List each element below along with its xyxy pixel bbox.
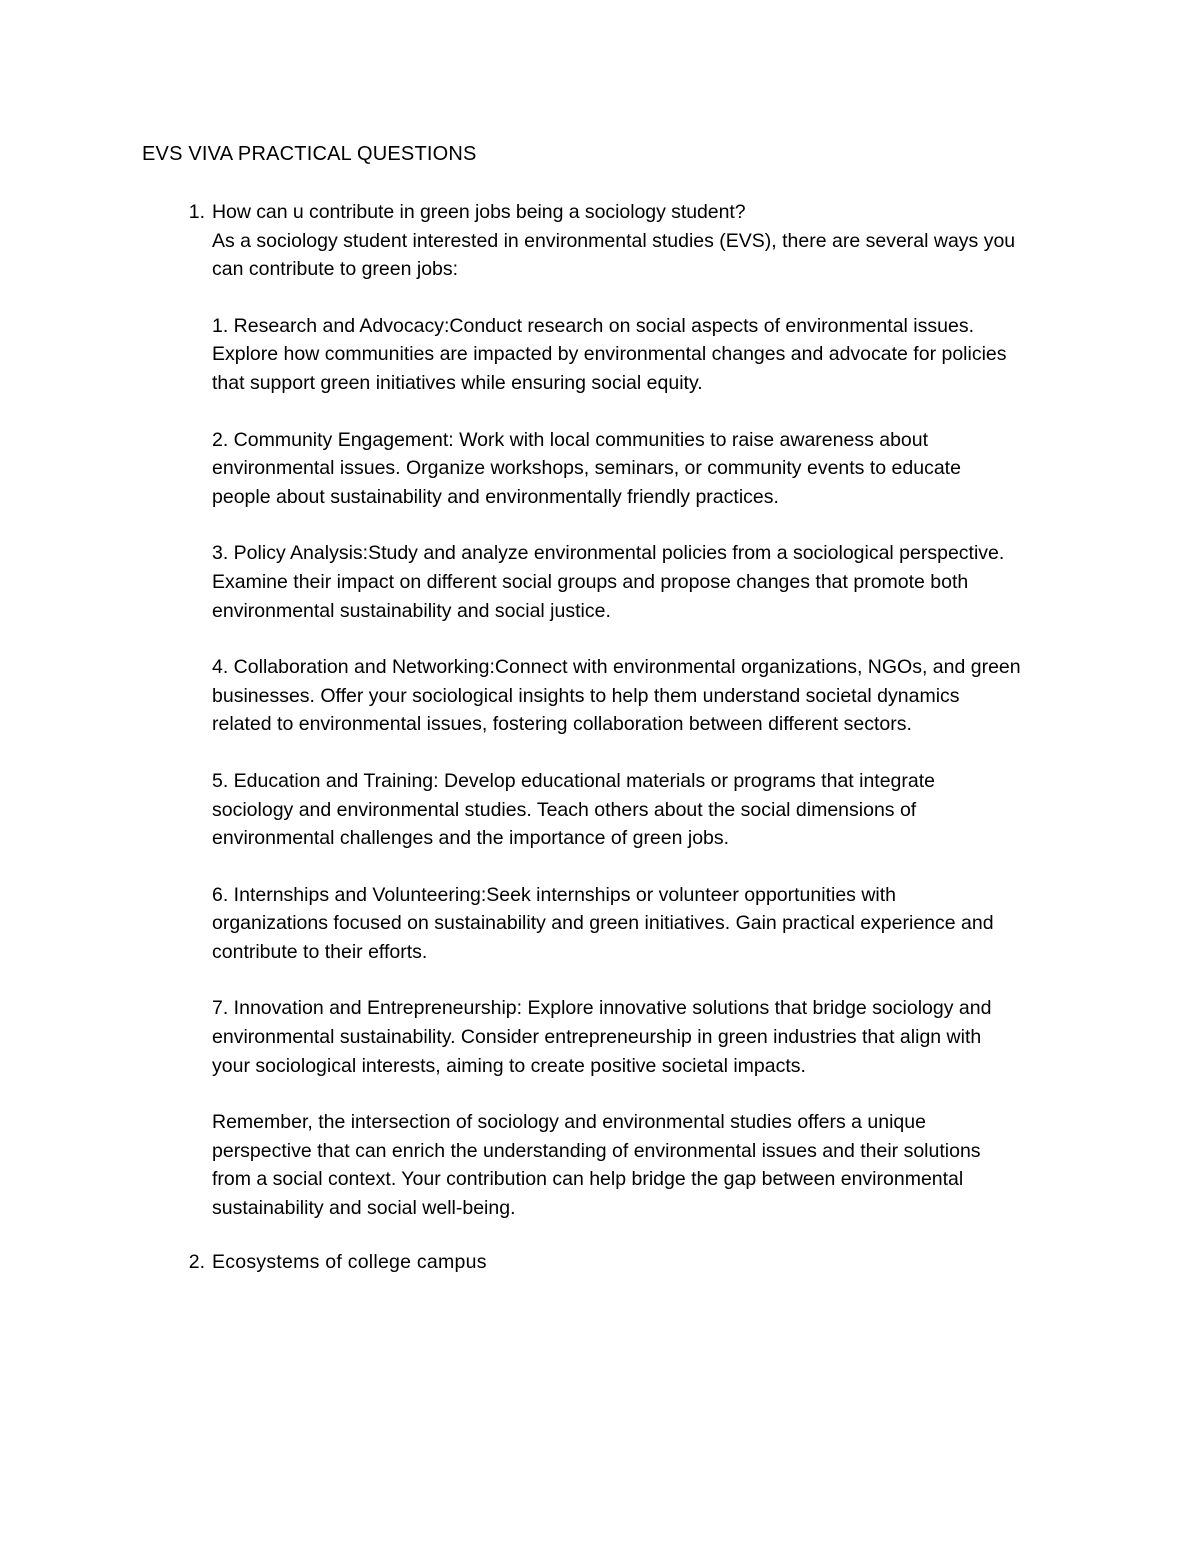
paragraph-spacing <box>212 398 1072 426</box>
answer-point-line: environmental sustainability and social justice. <box>212 599 611 622</box>
answer-point-line: sociology and environmental studies. Teach others about the social dimensions of <box>212 798 917 821</box>
answer-intro <box>212 227 1072 284</box>
answer-point-line: businesses. Offer your sociological insights to help them understand societal dynamics <box>212 684 960 707</box>
answer-intro-line: As a sociology student interested in environmental studies (EVS), there are several ways you <box>212 229 1016 252</box>
closing-line: Remember, the intersection of sociology and environmental studies offers a unique <box>212 1111 926 1134</box>
answer-point-line: 2. Community Engagement: Work with local communities to raise awareness about <box>212 428 929 451</box>
answer-point-line: organizations focused on sustainability and green initiatives. Gain practical experience and <box>212 912 994 935</box>
answer-point-line: 3. Policy Analysis:Study and analyze environmental policies from a sociological perspective. <box>212 542 1005 565</box>
closing-paragraph <box>212 1108 1072 1222</box>
paragraph-spacing <box>212 284 1072 312</box>
answer-point-line: environmental challenges and the importance of green jobs. <box>212 827 730 850</box>
answer-point-line: people about sustainability and environmentally friendly practices. <box>212 485 779 508</box>
paragraph-spacing <box>212 853 1072 881</box>
answer-point-line: contribute to their efforts. <box>212 940 428 963</box>
question-text: How can u contribute in green jobs being a sociology student? <box>212 201 746 223</box>
answer-point-line: 4. Collaboration and Networking:Connect with environmental organizations, NGOs, and green <box>212 656 1021 679</box>
paragraph-spacing <box>212 625 1072 653</box>
question-number: 1. <box>188 201 205 223</box>
answer-point-line: 1. Research and Advocacy:Conduct research on social aspects of environmental issues. <box>212 314 974 337</box>
question-text: Ecosystems of college campus <box>212 1251 487 1273</box>
closing-line: perspective that can enrich the understanding of environmental issues and their solutions <box>212 1139 981 1162</box>
answer-point-innovation-entrepreneurship <box>212 994 1072 1080</box>
answer-point-research-advocacy <box>212 312 1072 398</box>
answer-point-line: 7. Innovation and Entrepreneurship: Explore innovative solutions that bridge sociology and <box>212 997 992 1020</box>
answer-point-education-training <box>212 767 1072 853</box>
answer-point-line: Explore how communities are impacted by environmental changes and advocate for policies <box>212 343 1007 366</box>
answer-point-line: that support green initiatives while ensuring social equity. <box>212 371 703 394</box>
answer-point-line: 6. Internships and Volunteering:Seek internships or volunteer opportunities with <box>212 883 897 906</box>
closing-line: from a social context. Your contribution can help bridge the gap between environmental <box>212 1168 964 1191</box>
answer-point-policy-analysis <box>212 539 1072 625</box>
closing-line: sustainability and social well-being. <box>212 1197 516 1220</box>
paragraph-spacing <box>212 966 1072 994</box>
answer-point-internships-volunteering <box>212 881 1072 967</box>
answer-point-line: environmental issues. Organize workshops, seminars, or community events to educate <box>212 457 961 480</box>
document-title: EVS VIVA PRACTICAL QUESTIONS <box>142 143 477 165</box>
answer-point-line: your sociological interests, aiming to create positive societal impacts. <box>212 1054 806 1077</box>
question-content <box>212 198 1072 1223</box>
paragraph-spacing <box>212 511 1072 539</box>
answer-point-community-engagement <box>212 426 1072 512</box>
question-number: 2. <box>188 1251 205 1273</box>
answer-point-line: related to environmental issues, fostering collaboration between different sectors. <box>212 713 912 736</box>
question-content <box>212 1248 1072 1277</box>
answer-point-line: Examine their impact on different social groups and propose changes that promote both <box>212 570 969 593</box>
answer-point-collaboration-networking <box>212 653 1072 739</box>
paragraph-spacing <box>212 739 1072 767</box>
answer-point-line: 5. Education and Training: Develop educational materials or programs that integrate <box>212 769 936 792</box>
answer-point-line: environmental sustainability. Consider entrepreneurship in green industries that align with <box>212 1026 982 1049</box>
paragraph-spacing <box>212 1080 1072 1108</box>
answer-intro-line: can contribute to green jobs: <box>212 258 459 281</box>
